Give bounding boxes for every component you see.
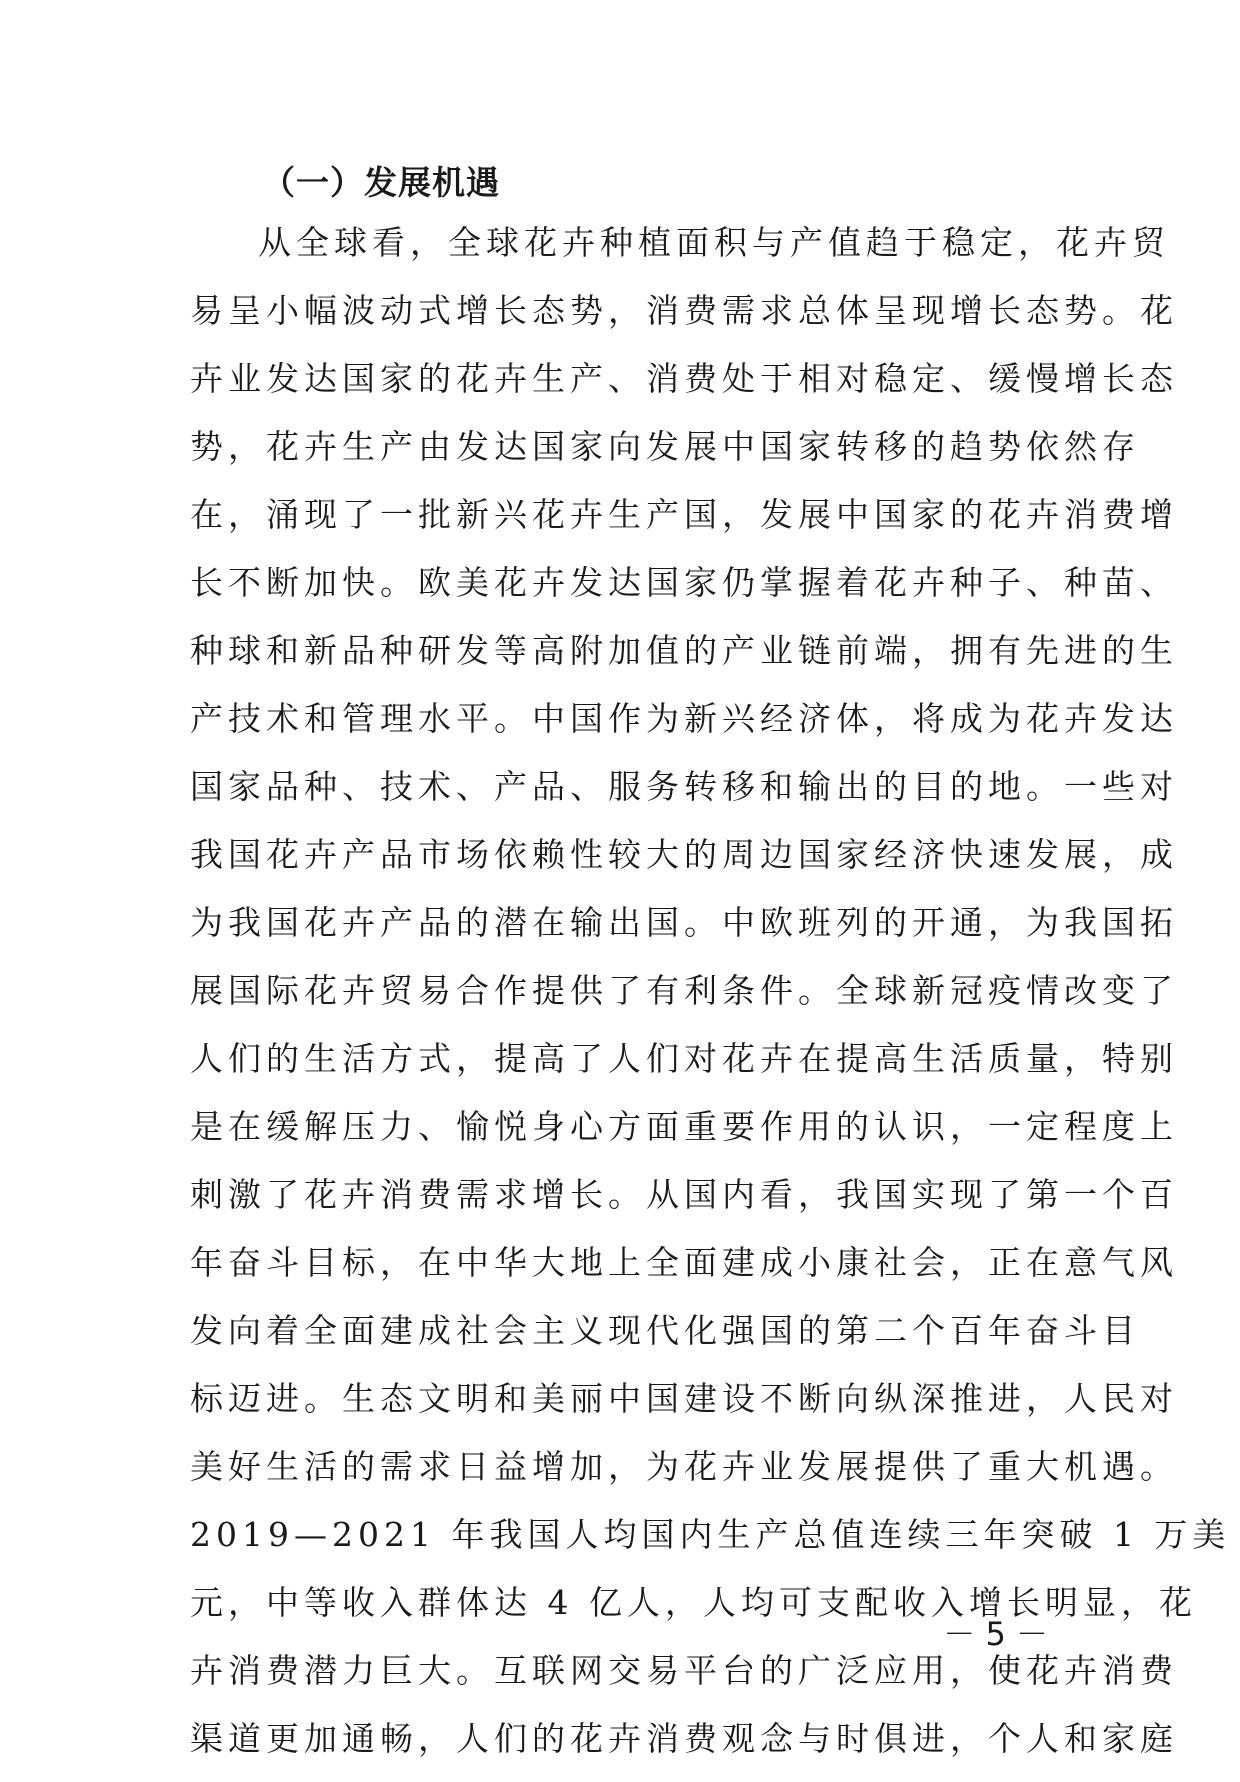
paragraph-line: 卉消费潜力巨大。互联网交易平台的广泛应用，使花卉消费 (190, 1651, 1178, 1690)
paragraph-line: 发向着全面建成社会主义现代化强国的第二个百年奋斗目 (190, 1311, 1140, 1350)
paragraph-line: 从全球看，全球花卉种植面积与产值趋于稳定，花卉贸 (258, 223, 1170, 262)
paragraph-line: 种球和新品种研发等高附加值的产业链前端，拥有先进的生 (190, 631, 1178, 670)
paragraph-line: 年奋斗目标，在中华大地上全面建成小康社会，正在意气风 (190, 1243, 1178, 1282)
paragraph-line: 势，花卉生产由发达国家向发展中国家转移的趋势依然存 (190, 427, 1140, 466)
paragraph-line: 长不断加快。欧美花卉发达国家仍掌握着花卉种子、种苗、 (190, 563, 1178, 602)
paragraph-line: 2019—2021 年我国人均国内生产总值连续三年突破 1 万美 (190, 1515, 1231, 1554)
paragraph-line: 为我国花卉产品的潜在输出国。中欧班列的开通，为我国拓 (190, 903, 1178, 942)
paragraph-line: 在，涌现了一批新兴花卉生产国，发展中国家的花卉消费增 (190, 495, 1178, 534)
paragraph-line: 美好生活的需求日益增加，为花卉业发展提供了重大机遇。 (190, 1447, 1178, 1486)
paragraph-line: 刺激了花卉消费需求增长。从国内看，我国实现了第一个百 (190, 1175, 1178, 1214)
paragraph-line: 渠道更加通畅，人们的花卉消费观念与时俱进，个人和家庭 (190, 1719, 1178, 1758)
paragraph-line: 是在缓解压力、愉悦身心方面重要作用的认识，一定程度上 (190, 1107, 1178, 1146)
paragraph-line: 卉业发达国家的花卉生产、消费处于相对稳定、缓慢增长态 (190, 359, 1178, 398)
paragraph-line: 标迈进。生态文明和美丽中国建设不断向纵深推进，人民对 (190, 1379, 1178, 1418)
body-paragraph (190, 218, 1231, 1782)
paragraph-line: 我国花卉产品市场依赖性较大的周边国家经济快速发展，成 (190, 835, 1178, 874)
paragraph-line: 易呈小幅波动式增长态势，消费需求总体呈现增长态势。花 (190, 291, 1178, 330)
section-heading: （一）发展机遇 (262, 163, 500, 202)
paragraph-line: 展国际花卉贸易合作提供了有利条件。全球新冠疫情改变了 (190, 971, 1178, 1010)
paragraph-line: 国家品种、技术、产品、服务转移和输出的目的地。一些对 (190, 767, 1178, 806)
paragraph-line: 元，中等收入群体达 4 亿人，人均可支配收入增长明显，花 (190, 1583, 1197, 1622)
paragraph-line: 产技术和管理水平。中国作为新兴经济体，将成为花卉发达 (190, 699, 1178, 738)
page-number: － 5 － (943, 1615, 1048, 1653)
paragraph-line: 人们的生活方式，提高了人们对花卉在提高生活质量，特别 (190, 1039, 1178, 1078)
